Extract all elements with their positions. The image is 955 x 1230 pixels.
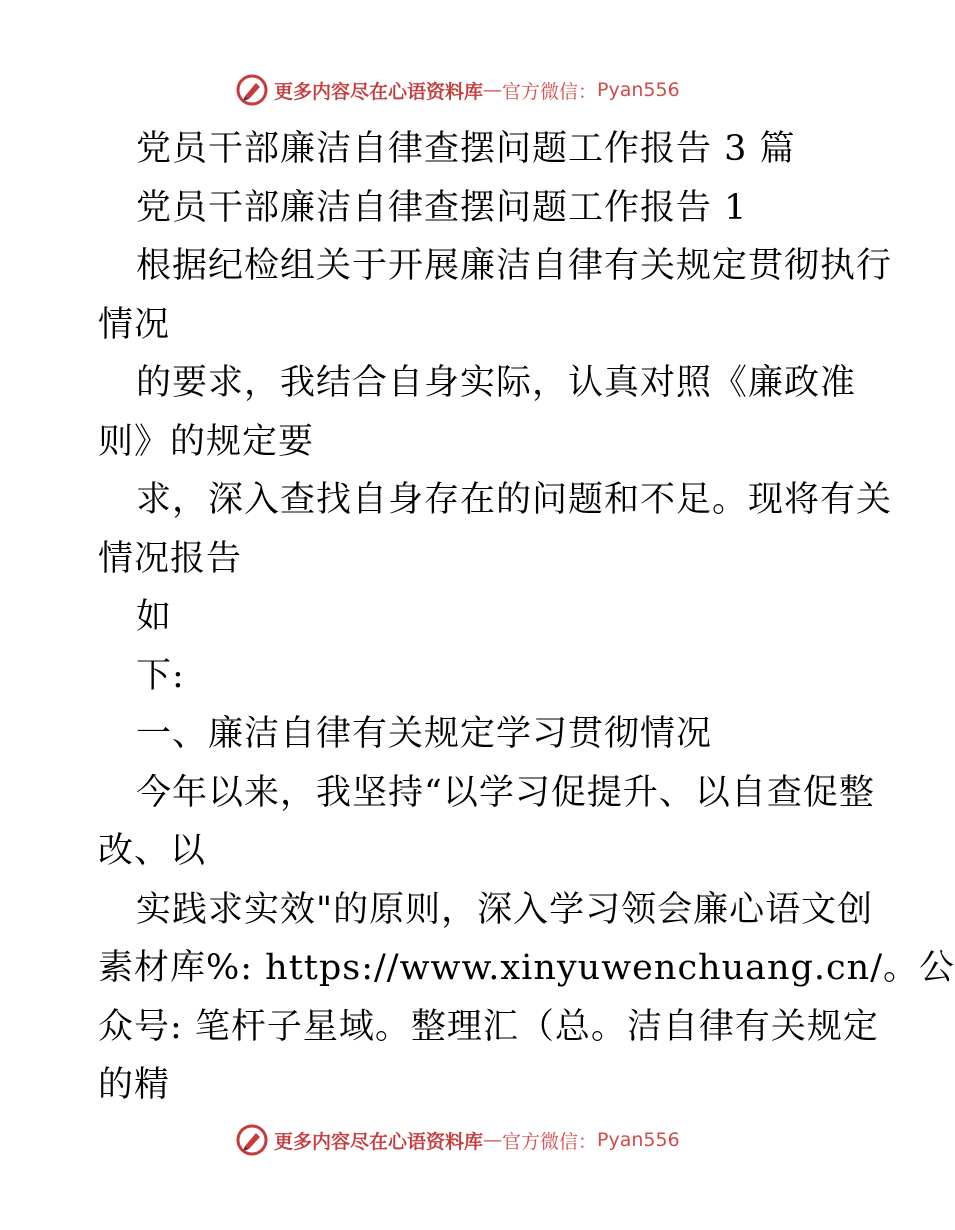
paragraph-line: 根据纪检组关于开展廉洁自律有关规定贯彻执行 — [136, 246, 893, 286]
watermark-wechat-id: Pyan556 — [597, 79, 680, 101]
paragraph-line: 今年以来，我坚持“以学习促提升、以自查促整 — [136, 772, 875, 813]
watermark-separator: — — [483, 1129, 503, 1151]
document-body — [98, 120, 955, 1115]
paragraph-line: 情况报告 — [98, 538, 243, 579]
watermark-wechat-label: 官方微信： — [502, 1130, 598, 1153]
paragraph-line: 情况 — [98, 304, 171, 345]
paragraph-line: 如 — [136, 597, 173, 637]
pen-logo-icon — [236, 1124, 268, 1156]
paragraph-line: 众号: 笔杆子星域。整理汇（总。洁自律有关规定 — [98, 1006, 879, 1047]
watermark-wechat-label: 官方微信： — [502, 80, 598, 103]
paragraph-line: 下: — [136, 655, 185, 696]
watermark-separator: — — [483, 79, 503, 101]
paragraph-line: 改、以 — [98, 831, 207, 871]
paragraph-line: 素材库%: https://www.xinyuwenchuang.cn/。公 — [98, 948, 955, 988]
pen-logo-icon — [236, 74, 268, 106]
watermark-text: 更多内容尽在心语资料库 — [274, 1130, 484, 1153]
paragraph-line: 的精 — [98, 1065, 171, 1105]
watermark-text: 更多内容尽在心语资料库 — [274, 80, 484, 103]
document-title: 党员干部廉洁自律查摆问题工作报告 3 篇 — [136, 129, 796, 169]
header-watermark — [236, 72, 680, 108]
paragraph-line: 求，深入查找自身存在的问题和不足。现将有关 — [136, 480, 893, 520]
paragraph-line: 的要求，我结合自身实际，认真对照《廉政准 — [136, 363, 857, 403]
paragraph-line: 则》的规定要 — [98, 421, 315, 462]
section-heading: 一、廉洁自律有关规定学习贯彻情况 — [136, 714, 713, 754]
footer-watermark — [236, 1122, 680, 1158]
watermark-wechat-id: Pyan556 — [597, 1129, 680, 1151]
report-subtitle: 党员干部廉洁自律查摆问题工作报告 1 — [136, 187, 748, 228]
paragraph-line: 实践求实效"的原则，深入学习领会廉心语文创 — [136, 889, 874, 930]
